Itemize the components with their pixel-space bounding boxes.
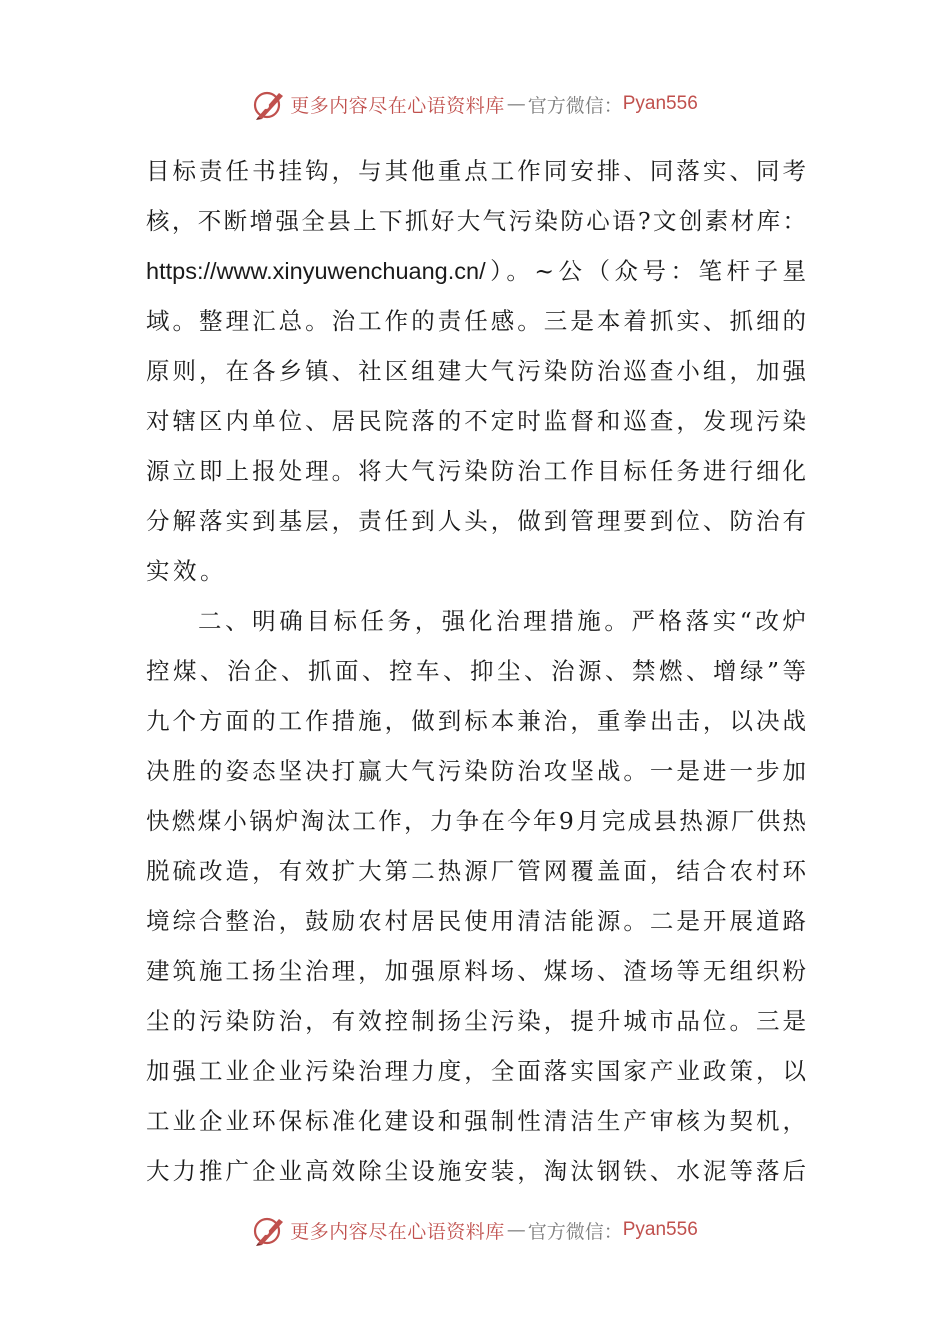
text-line-07: 源立即上报处理。将大气污染防治工作目标任务进行细化 xyxy=(146,457,806,485)
text-line-06: 对辖区内单位、居民院落的不定时监督和巡查，发现污染 xyxy=(146,407,806,435)
text-line-20: 工业企业环保标准化建设和强制性清洁生产审核为契机， xyxy=(146,1107,806,1135)
document-body xyxy=(146,146,806,1196)
text-line-13: 决胜的姿态坚决打赢大气污染防治攻坚战。一是进一步加 xyxy=(146,757,806,785)
website-url-link[interactable]: https://www.xinyuwenchuang.cn/ xyxy=(146,258,486,284)
text-line-03-rest: ）。~公（众号：笔杆子星 xyxy=(485,257,806,285)
text-line-09: 实效。 xyxy=(146,557,227,585)
text-line-19: 加强工业企业污染治理力度，全面落实国家产业政策，以 xyxy=(146,1057,806,1085)
text-line-18: 尘的污染防治，有效控制扬尘污染，提升城市品位。三是 xyxy=(146,1007,806,1035)
header-brand-text: 更多内容尽在心语资料库 xyxy=(290,94,505,117)
text-line-21: 大力推广企业高效除尘设施安装，淘汰钢铁、水泥等落后 xyxy=(146,1157,806,1185)
header-wechat-id: Pyan556 xyxy=(622,93,698,114)
text-line-05: 原则，在各乡镇、社区组建大气污染防治巡查小组，加强 xyxy=(146,357,806,385)
footer-banner xyxy=(0,1210,950,1250)
text-line-16: 境综合整治，鼓励农村居民使用清洁能源。二是开展道路 xyxy=(146,907,806,935)
text-line-12: 九个方面的工作措施，做到标本兼治，重拳出击，以决战 xyxy=(146,707,806,735)
footer-brand-text: 更多内容尽在心语资料库 xyxy=(290,1220,505,1243)
footer-wechat-id: Pyan556 xyxy=(622,1219,698,1240)
text-line-08: 分解落实到基层，责任到人头，做到管理要到位、防治有 xyxy=(146,507,806,535)
footer-separator: — xyxy=(506,1219,526,1241)
pen-circle-logo-icon xyxy=(252,1213,286,1247)
text-line-11: 控煤、治企、抓面、控车、抑尘、治源、禁燃、增绿”等 xyxy=(146,657,806,685)
text-line-04: 域。整理汇总。治工作的责任感。三是本着抓实、抓细的 xyxy=(146,307,806,335)
header-banner xyxy=(0,84,950,124)
text-line-02: 核，不断增强全县上下抓好大气污染防心语?文创素材库： xyxy=(146,207,806,235)
pen-circle-logo-icon xyxy=(252,87,286,121)
text-line-17: 建筑施工扬尘治理，加强原料场、煤场、渣场等无组织粉 xyxy=(146,957,806,985)
header-wechat-label: 官方微信： xyxy=(527,94,623,117)
text-line-01: 目标责任书挂钩，与其他重点工作同安排、同落实、同考 xyxy=(146,157,806,185)
text-line-15: 脱硫改造，有效扩大第二热源厂管网覆盖面，结合农村环 xyxy=(146,857,806,885)
header-separator: — xyxy=(506,93,526,115)
text-line-03 xyxy=(146,246,806,296)
text-line-10: 二、明确目标任务，强化治理措施。严格落实“改炉 xyxy=(198,607,806,635)
text-line-14: 快燃煤小锅炉淘汰工作，力争在今年9月完成县热源厂供热 xyxy=(146,807,806,835)
footer-wechat-label: 官方微信： xyxy=(527,1220,623,1243)
